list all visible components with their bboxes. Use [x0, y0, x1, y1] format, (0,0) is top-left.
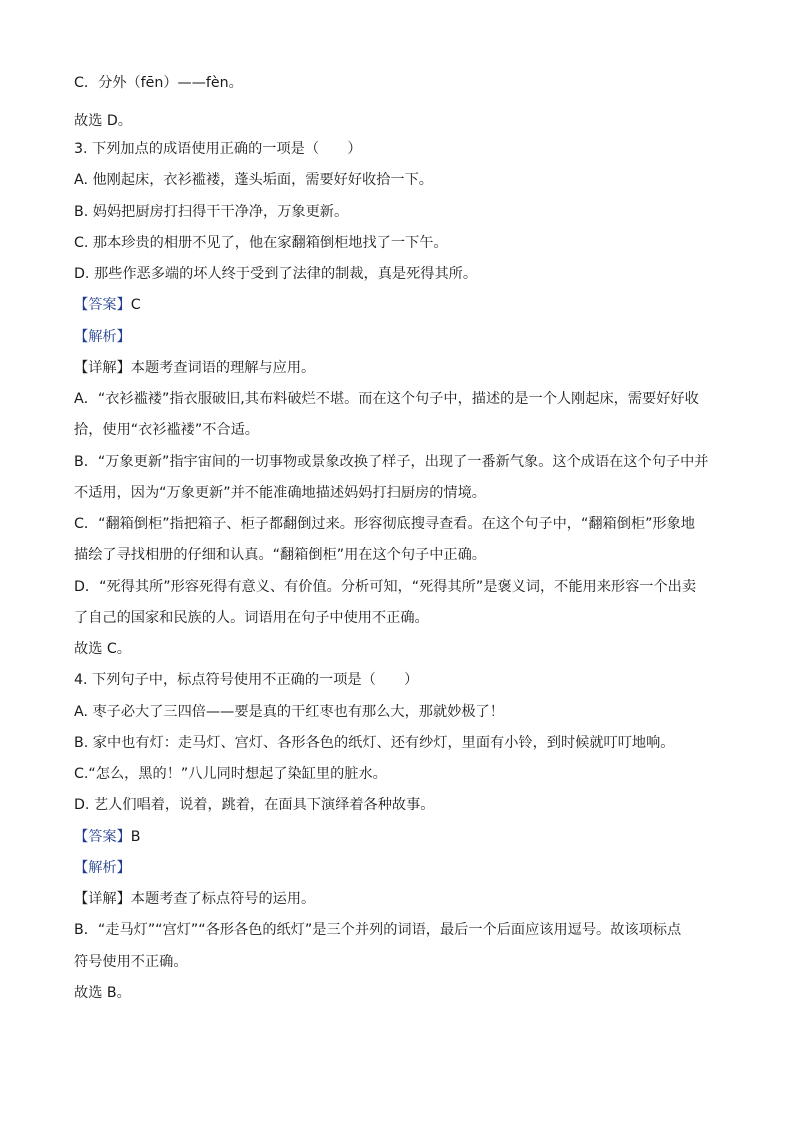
q4-detail: [74, 889, 315, 909]
q3-option-d: D. 那些作恶多端的坏人终于受到了法律的制裁，真是死得其所。: [74, 266, 478, 282]
analysis-tag: 【解析】: [74, 329, 131, 345]
q3-explanation-line: C．“翻箱倒柜”指把箱子、柜子都翻倒过来。形容彻底搜寻查看。在这个句子中，“翻箱倒柜”形象地: [74, 516, 695, 532]
q3-explanation-line: 了自己的国家和民族的人。词语用在句子中使用不正确。: [74, 610, 429, 626]
q3-option-a: A. 他刚起床，衣衫褴褛，蓬头垢面，需要好好收拾一下。: [74, 172, 433, 188]
q3-option-c: C. 那本珍贵的相册不见了，他在家翻箱倒柜地找了一下午。: [74, 235, 448, 251]
prev-option-c: C．分外（fēn）——fèn。: [74, 75, 243, 91]
q3-stem: 3. 下列加点的成语使用正确的一项是（ ）: [74, 141, 362, 157]
q3-option-b: B. 妈妈把厨房打扫得干干净净，万象更新。: [74, 204, 349, 220]
q4-conclusion: 故选 B。: [74, 985, 131, 1001]
q3-explanation-line: 描绘了寻找相册的仔细和认真。“翻箱倒柜”用在这个句子中正确。: [74, 547, 486, 563]
detail-tag: 【详解】: [74, 360, 131, 376]
q4-explanation-line: B．“走马灯”“宫灯”“各形各色的纸灯”是三个并列的词语，最后一个后面应该用逗号。故该项标点: [74, 922, 682, 938]
detail-tag: 【详解】: [74, 891, 131, 907]
q4-stem: 4. 下列句子中，标点符号使用不正确的一项是（ ）: [74, 672, 419, 688]
answer-value: B: [130, 829, 141, 845]
q3-detail: [74, 358, 315, 378]
q3-answer: [74, 295, 141, 315]
q4-option-d: D. 艺人们唱着，说着，跳着，在面具下演绎着各种故事。: [74, 797, 435, 813]
answer-value: C: [130, 297, 141, 313]
q3-explanation-line: D．“死得其所”形容死得有意义、有价值。分析可知，“死得其所”是褒义词，不能用来形容一个出卖: [74, 579, 697, 595]
q4-explanation-line: 符号使用不正确。: [74, 954, 188, 970]
q4-option-b: B. 家中也有灯：走马灯、宫灯、各形各色的纸灯、还有纱灯，里面有小铃，到时候就叮叮地响。: [74, 735, 675, 751]
q3-explanation-line: 拾，使用“衣衫褴褛”不合适。: [74, 422, 259, 438]
answer-tag: 【答案】: [74, 829, 131, 845]
q3-conclusion: 故选 C。: [74, 641, 131, 657]
q3-explanation-line: B．“万象更新”指宇宙间的一切事物或景象改换了样子，出现了一番新气象。这个成语在这个句子中并: [74, 454, 709, 470]
answer-tag: 【答案】: [74, 297, 131, 313]
q3-explanation-line: 不适用，因为“万象更新”并不能准确地描述妈妈打扫厨房的情境。: [74, 485, 486, 501]
detail-text: 本题考查词语的理解与应用。: [130, 360, 316, 376]
analysis-tag: 【解析】: [74, 860, 131, 876]
q4-option-a: A. 枣子必大了三四倍——要是真的干红枣也有那么大，那就妙极了！: [74, 704, 504, 720]
prev-conclusion: 故选 D。: [74, 113, 132, 129]
q3-explanation-line: A．“衣衫褴褛”指衣服破旧,其布料破烂不堪。而在这个句子中，描述的是一个人刚起床，需要好好收: [74, 391, 699, 407]
detail-text: 本题考查了标点符号的运用。: [130, 891, 316, 907]
q4-analysis: [74, 858, 131, 878]
q3-analysis: [74, 327, 131, 347]
q4-answer: [74, 827, 141, 847]
q4-option-c: C.“怎么，黑的！”八儿同时想起了染缸里的脏水。: [74, 766, 387, 782]
